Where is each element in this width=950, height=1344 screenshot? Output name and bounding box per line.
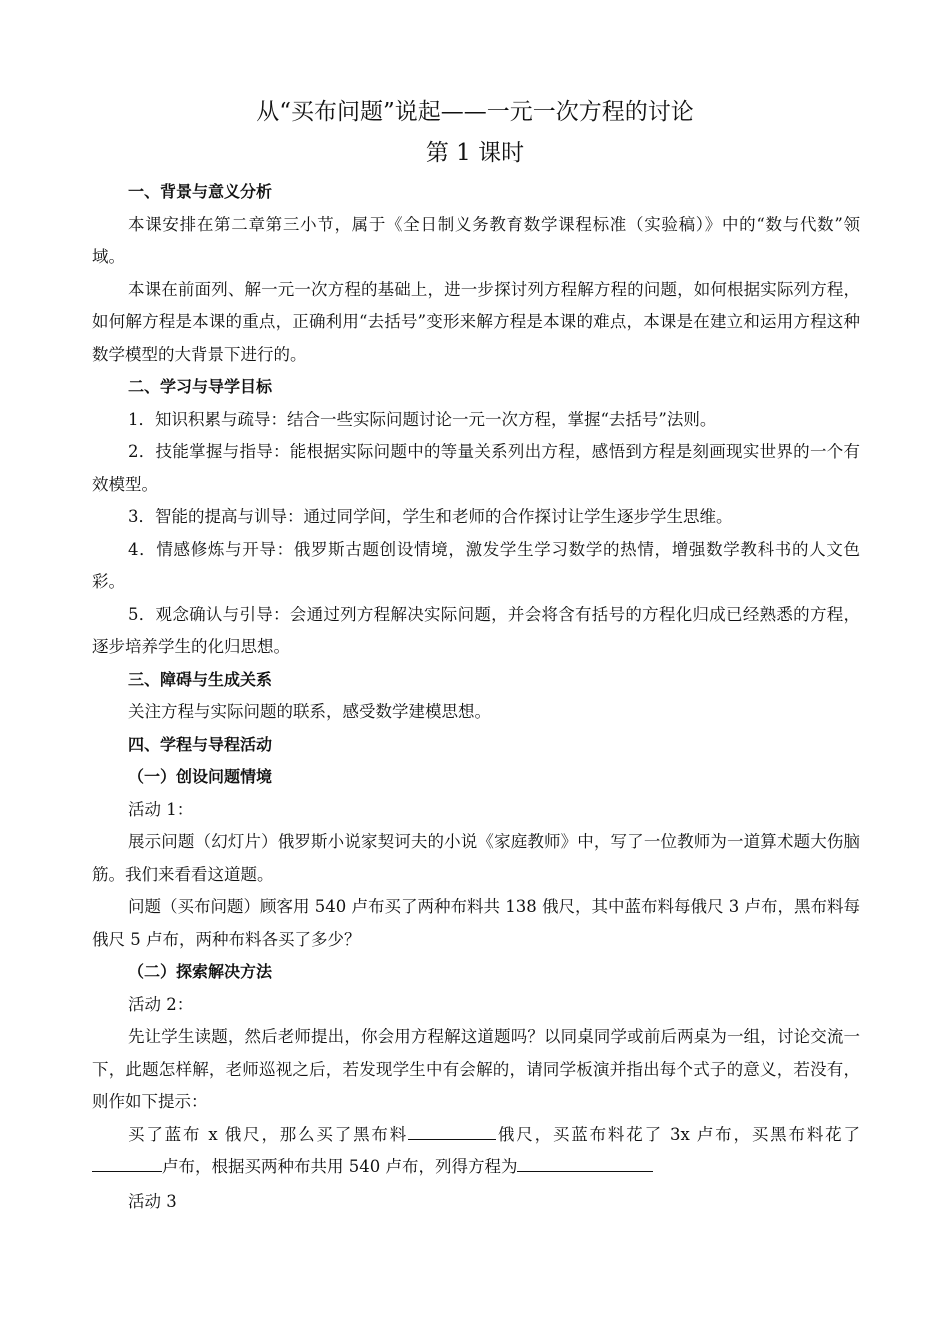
fill-in-paragraph [92, 1119, 860, 1184]
document-body [92, 176, 860, 1218]
document-title: 从“买布问题”说起——一元一次方程的讨论 [256, 99, 694, 125]
paragraph: 本课在前面列、解一元一次方程的基础上，进一步探讨列方程解方程的问题，如何根据实际列方程，如何解方程是本课的重点，正确利用“去括号”变形来解方程是本课的难点，本课是在建立和运用方程这种数学模型的大背景下进行的。 [92, 279, 860, 364]
section-heading-3: 三、障碍与生成关系 [128, 669, 273, 689]
goal-item: 3．智能的提高与训导：通过同学间，学生和老师的合作探讨让学生逐步学生思维。 [128, 507, 733, 526]
answer-blank[interactable] [92, 1151, 162, 1172]
goal-item: 4．情感修炼与开导：俄罗斯古题创设情境，激发学生学习数学的热情，增强数学教科书的人文色彩。 [92, 539, 860, 591]
paragraph: 关注方程与实际问题的联系，感受数学建模思想。 [128, 702, 491, 721]
section-heading-2: 二、学习与导学目标 [128, 377, 273, 396]
activity-label: 活动 3 [128, 1191, 177, 1211]
fill-text: 俄尺，买蓝布料花了 3x 卢布，买黑布料花了 [496, 1124, 861, 1144]
paragraph: 问题（买布问题）顾客用 540 卢布买了两种布料共 138 俄尺，其中蓝布料每俄尺 3 卢布，黑布料每俄尺 5 卢布，两种布料各买了多少？ [92, 897, 860, 949]
document-subtitle: 第 1 课时 [425, 140, 525, 166]
goal-item: 5．观念确认与引导：会通过列方程解决实际问题，并会将含有括号的方程化归成已经熟悉的方程，逐步培养学生的化归思想。 [92, 604, 860, 656]
subsection-heading-1: （一）创设问题情境 [128, 767, 273, 786]
answer-blank[interactable] [517, 1151, 653, 1172]
fill-text: 卢布，根据买两种布共用 540 卢布，列得方程为 [162, 1157, 518, 1176]
subsection-heading-2: （二）探索解决方法 [128, 962, 273, 981]
goal-item: 1．知识积累与疏导：结合一些实际问题讨论一元一次方程，掌握“去括号”法则。 [128, 409, 717, 429]
goal-item: 2．技能掌握与指导：能根据实际问题中的等量关系列出方程，感悟到方程是刻画现实世界的一个有效模型。 [92, 442, 860, 494]
paragraph: 先让学生读题，然后老师提出，你会用方程解这道题吗？以同桌同学或前后两桌为一组，讨论交流一下，此题怎样解，老师巡视之后，若发现学生中有会解的，请同学板演并指出每个式子的意义，若没有，则作如下提示： [92, 1027, 860, 1111]
activity-label: 活动 2： [128, 994, 194, 1014]
section-heading-1: 一、背景与意义分析 [128, 182, 273, 201]
answer-blank[interactable] [408, 1119, 496, 1140]
paragraph: 本课安排在第二章第三小节，属于《全日制义务教育数学课程标准（实验稿）》中的“数与代数”领域。 [92, 214, 860, 266]
section-heading-4: 四、学程与导程活动 [128, 734, 273, 754]
fill-text: 买了蓝布 x 俄尺，那么买了黑布料 [128, 1124, 409, 1144]
paragraph: 展示问题（幻灯片）俄罗斯小说家契诃夫的小说《家庭教师》中，写了一位教师为一道算术题大伤脑筋。我们来看看这道题。 [92, 832, 860, 884]
activity-label: 活动 1： [128, 799, 194, 819]
